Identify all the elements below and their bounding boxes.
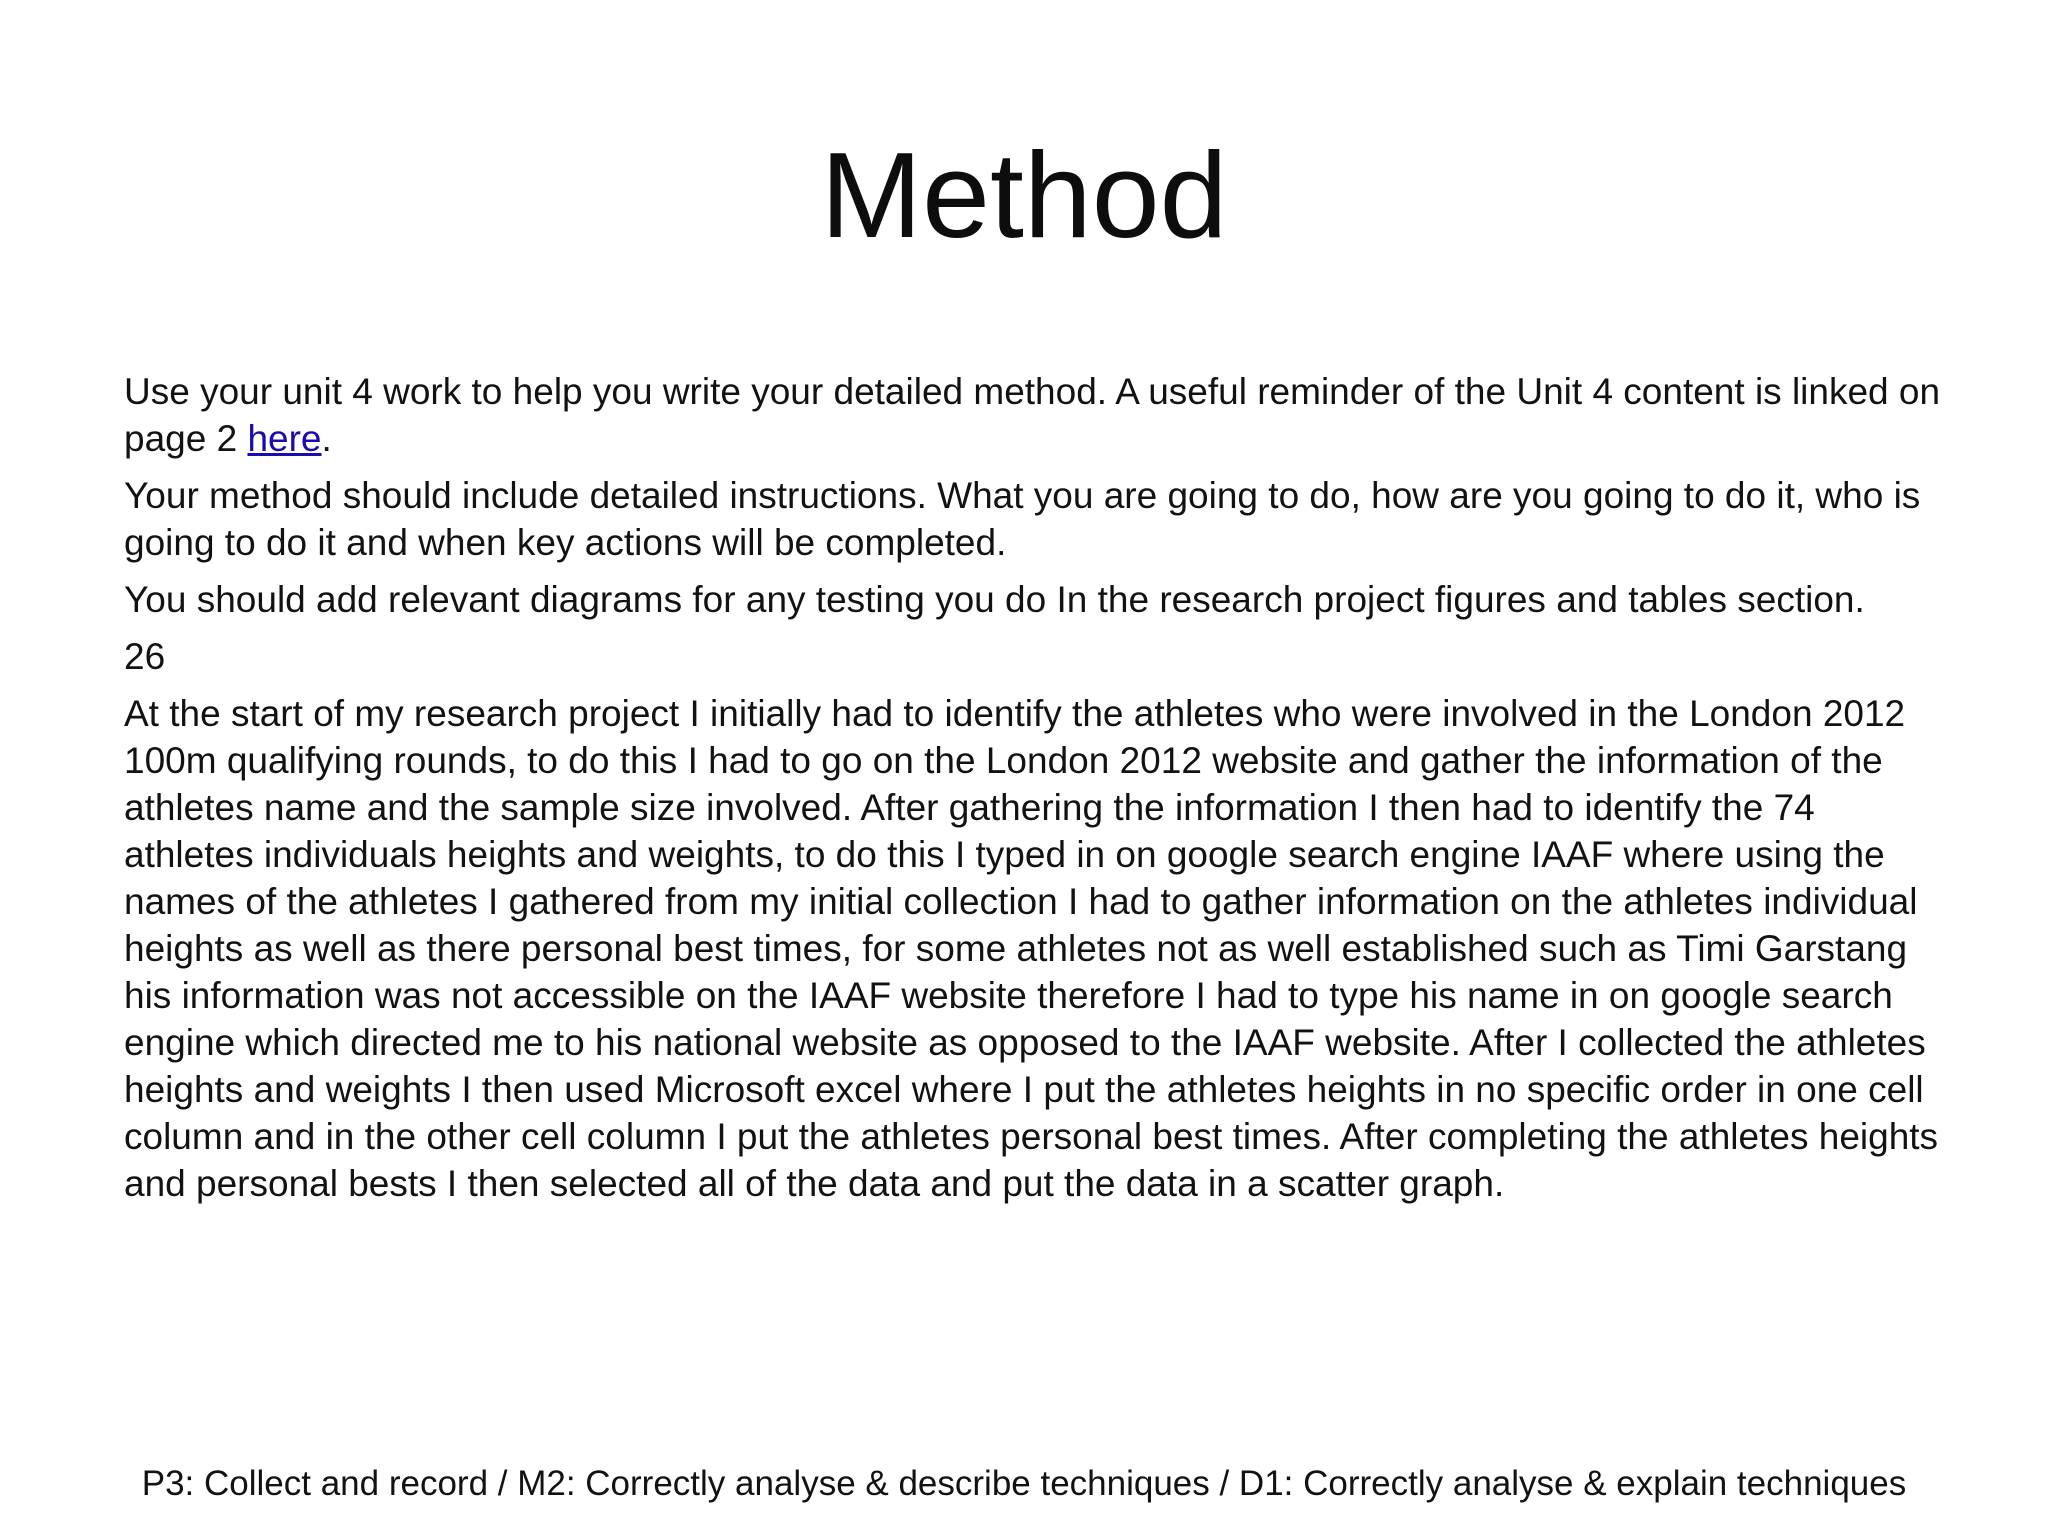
intro-period: . [321, 418, 332, 459]
criteria-footer: P3: Collect and record / M2: Correctly analyse & describe techniques / D1: Correctly analyse & explain techniques [141, 1464, 1907, 1503]
method-body-paragraph: At the start of my research project I initially had to identify the athletes who were involved in the London 2012 100m qualifying rounds, to do this I had to go on the London 2012 website and gather the information of the athletes name and the sample size involved. After gathering the information I then had to identify the 74 athletes individuals heights and weights, to do this I typed in on google search engine IAAF where using the names of the athletes I gathered from my initial collection I had to gather information on the athletes individual heights as well as there personal best times, for some athletes not as well established such as Timi Garstang his information was not accessible on the IAAF website therefore I had to type his name in on google search engine which directed me to his national website as opposed to the IAAF website. After I collected the athletes heights and weights I then used Microsoft excel where I put the athletes heights in no specific order in one cell column and in the other cell column I put the athletes personal best times. After completing the athletes heights and personal bests I then selected all of the data and put the data in a scatter graph. [124, 693, 1939, 1204]
here-link[interactable]: here [247, 418, 322, 459]
intro-text: Use your unit 4 work to help you write your detailed method. A useful reminder of the Unit 4 content is linked on page 2 [124, 371, 1941, 459]
intro-paragraph [124, 368, 1954, 462]
instructions-paragraph: Your method should include detailed instructions. What you are going to do, how are you going to do it, who is going to do it and when key actions will be completed. [124, 475, 1921, 563]
slide-content [124, 368, 1954, 1217]
diagrams-paragraph: You should add relevant diagrams for any testing you do In the research project figures and tables section. [124, 579, 1865, 620]
slide-title: Method [820, 127, 1228, 263]
page-number-text: 26 [124, 636, 166, 677]
